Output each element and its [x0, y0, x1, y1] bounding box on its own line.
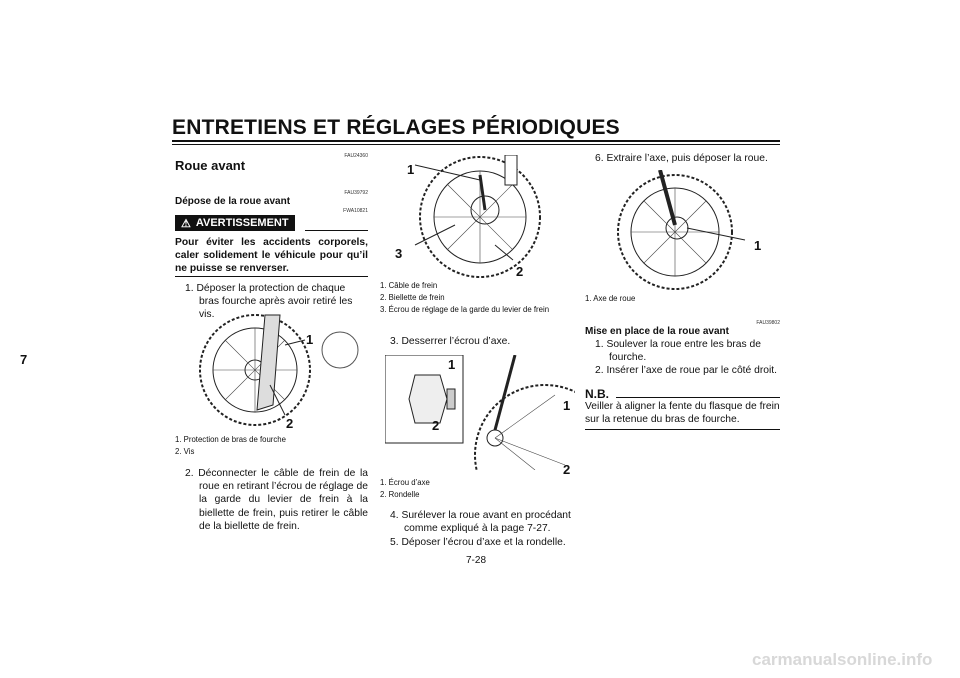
- ref-code: FAU39792: [344, 190, 368, 196]
- subheading: Mise en place de la roue avant: [585, 326, 729, 337]
- step: 6. Extraire l’axe, puis déposer la roue.: [595, 153, 768, 164]
- chapter-tab: 7: [20, 352, 28, 367]
- figure-label: 2: [516, 264, 524, 279]
- wheel-axle-illustration: [605, 170, 765, 292]
- figure-caption: 1. Écrou d’axe 2. Rondelle: [380, 478, 430, 499]
- step: 3. Desserrer l’écrou d’axe.: [390, 336, 511, 347]
- subheading: Dépose de la roue avant: [175, 196, 291, 207]
- warning-text: Pour éviter les accidents corporels, caler solidement le véhicule pour qu’il ne puisse se renverser.: [175, 237, 368, 275]
- rule: [616, 397, 780, 398]
- step: 5. Déposer l’écrou d’axe et la rondelle.: [390, 537, 566, 548]
- note-label: N.B.: [585, 387, 609, 401]
- figure-label: 1: [563, 398, 571, 413]
- fork-guard-illustration: [195, 310, 370, 432]
- step: 2. Déconnecter le câble de frein de la roue en retirant l’écrou de réglage de la garde du levier de frein à la biellette de frein, puis retirer le câble de la biellette de frein.: [185, 468, 368, 532]
- figure-caption: 1. Câble de frein 2. Biellette de frein 3. Écrou de réglage de la garde du levier de frein: [380, 281, 550, 314]
- step: 1. Soulever la roue entre les bras de fourche.: [595, 339, 761, 364]
- section-heading: Roue avant: [175, 158, 246, 173]
- rule: [585, 429, 780, 430]
- page-number: 7-28: [466, 555, 487, 566]
- figure-label: 1: [407, 162, 415, 177]
- ref-code: FAU24360: [344, 153, 368, 159]
- figure-label: 2: [563, 462, 571, 477]
- figure-label: 2: [432, 418, 440, 433]
- watermark: carmanualsonline.info: [752, 650, 933, 669]
- figure-caption: 1. Axe de roue: [585, 294, 636, 303]
- rule: [175, 276, 368, 277]
- step: 4. Surélever la roue avant en procédant comme expliqué à la page 7-27.: [390, 510, 571, 535]
- warning-badge: [175, 215, 295, 231]
- figure-caption: 1. Protection de bras de fourche 2. Vis: [175, 435, 286, 456]
- axle-nut-illustration: [385, 355, 575, 470]
- title-rule: [172, 140, 780, 142]
- title-rule-thin: [172, 144, 780, 145]
- figure-label: 3: [395, 246, 403, 261]
- step: 1. Déposer la protection de chaque bras fourche après avoir retiré les vis.: [185, 283, 353, 321]
- figure-label: 1: [754, 238, 762, 253]
- ref-code: FAU39802: [756, 320, 780, 326]
- page-title: ENTRETIENS ET RÉGLAGES PÉRIODIQUES: [172, 116, 620, 139]
- figure-label: 1: [306, 332, 314, 347]
- brake-cable-illustration: [395, 155, 555, 280]
- rule: [305, 230, 368, 231]
- step: 2. Insérer l’axe de roue par le côté droit.: [595, 365, 778, 376]
- warning-triangle-icon: ⚠: [181, 217, 191, 230]
- figure-label: 1: [448, 357, 456, 372]
- figure-label: 2: [286, 416, 294, 431]
- warning-label: AVERTISSEMENT: [195, 217, 289, 229]
- ref-code: FWA10821: [343, 208, 368, 214]
- note-text: Veiller à aligner la fente du flasque de frein sur la retenue du bras de fourche.: [585, 401, 780, 426]
